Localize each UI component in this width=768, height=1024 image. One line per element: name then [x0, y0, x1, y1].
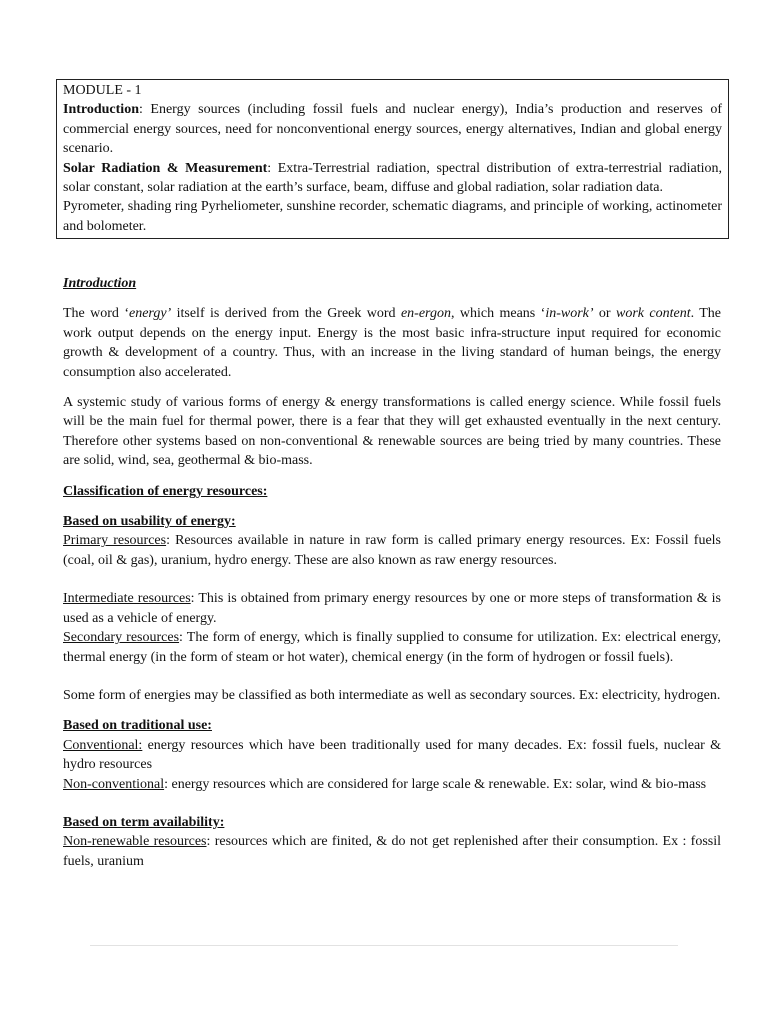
- primary-resources: Primary resources: Resources available in nature in raw form is called primary energy resources. Ex: Fossil fuels (coal, oil & gas), uranium, hydro energy. These are also known as raw energy resources.: [63, 533, 721, 568]
- introduction-heading: Introduction: [63, 276, 137, 291]
- module-intro-label: Introduction: [63, 102, 139, 118]
- usability-heading: Based on usability of energy:: [63, 514, 236, 530]
- conventional-resources: Conventional: energy resources which have been traditionally used for many decades. Ex: fossil fuels, nuclear & hydro resources: [63, 737, 721, 773]
- nonconventional-resources: Non-conventional: energy resources which are considered for large scale & renewable. Ex: solar, wind & bio-mass: [63, 776, 707, 792]
- module-title: MODULE - 1: [63, 83, 142, 98]
- footer-divider: [90, 945, 678, 946]
- term-availability-heading: Based on term availability:: [63, 814, 225, 830]
- module-introduction: [63, 100, 722, 158]
- module-solar: [63, 159, 722, 198]
- module-solar-label: Solar Radiation & Measurement: [63, 160, 268, 176]
- module-syllabus-box: [56, 79, 729, 239]
- secondary-resources: Secondary resources: The form of energy, which is finally supplied to consume for utilization. Ex: electrical energy, thermal energy (in the form of steam or hot water), chemical energy (in the form of hydrogen or fossil fuels).: [63, 630, 721, 665]
- introduction-paragraph-2: A systemic study of various forms of energy & energy transformations is called energy science. While fossil fuels will be the main fuel for thermal power, there is a fear that they will get exhausted eventually in the next century. Therefore other systems based on non-conventional & renewable sources are being tried by many countries. These are solid, wind, sea, geothermal & bio-mass.: [63, 395, 721, 469]
- traditional-use-heading: Based on traditional use:: [63, 718, 212, 734]
- both-sources-note: Some form of energies may be classified as both intermediate as well as secondary sources. Ex: electricity, hydrogen.: [63, 687, 721, 703]
- introduction-paragraph-1: The word ‘energy’ itself is derived from the Greek word en-ergon, which means ‘in-work’ or work content. The work output depends on the energy input. Energy is the most basic infra-structure input required for economic growth & development of a country. Thus, with an increase in the living standard of human beings, the energy consumption also accelerated.: [63, 306, 721, 380]
- document-body: [63, 274, 721, 871]
- intermediate-resources: Intermediate resources: This is obtained from primary energy resources by one or more steps of transformation & is used as a vehicle of energy.: [63, 591, 721, 626]
- nonrenewable-resources: Non-renewable resources: resources which are finited, & do not get replenished after their consumption. Ex : fossil fuels, uranium: [63, 834, 722, 869]
- module-intro-text: : Energy sources (including fossil fuels and nuclear energy), India’s production and reserves of commercial energy sources, need for nonconventional energy sources, energy alternatives, Indian and global energy scenario.: [63, 102, 722, 157]
- module-pyrometer: Pyrometer, shading ring Pyrheliometer, sunshine recorder, schematic diagrams, and principle of working, actinometer and bolometer.: [63, 199, 722, 234]
- module-solar-text: : Extra-Terrestrial radiation, spectral distribution of extra-terrestrial radiation, solar constant, solar radiation at the earth’s surface, beam, diffuse and global radiation, solar radiation data.: [63, 160, 723, 196]
- classification-heading: Classification of energy resources:: [63, 483, 268, 499]
